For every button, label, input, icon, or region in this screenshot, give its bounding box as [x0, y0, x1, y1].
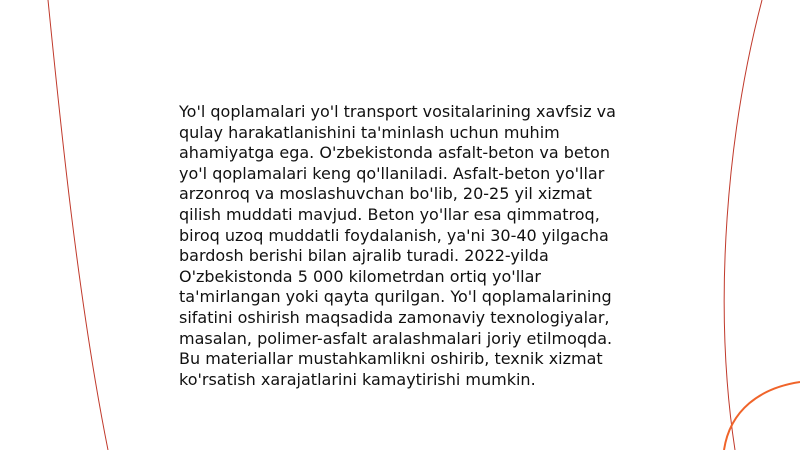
right-arc-line [724, 0, 762, 450]
left-arc-line [48, 0, 108, 450]
orange-accent-arc [724, 382, 800, 450]
body-paragraph: Yo'l qoplamalari yo'l transport vositalarining xavfsiz va qulay harakatlanishini ta'minlash uchun muhim ahamiyatga ega. O'zbekistonda asfalt-beton va beton yo'l qoplamalari keng qo'llaniladi. Asfalt-beton yo'llar arzonroq va moslashuvchan bo'lib, 20-25 yil xizmat qilish muddati mavjud. Beton yo'llar esa qimmatroq, biroq uzoq muddatli foydalanish, ya'ni 30-40 yilgacha bardosh berishi bilan ajralib turadi. 2022-yilda O'zbekistonda 5 000 kilometrdan ortiq yo'llar ta'mirlangan yoki qayta qurilgan. Yo'l qoplamalarining sifatini oshirish maqsadida zamonaviy texnologiyalar, masalan, polimer-asfalt aralashmalari joriy etilmoqda. Bu materiallar mustahkamlikni oshirib, texnik xizmat ko'rsatish xarajatlarini kamaytirishi mumkin. [179, 102, 616, 389]
